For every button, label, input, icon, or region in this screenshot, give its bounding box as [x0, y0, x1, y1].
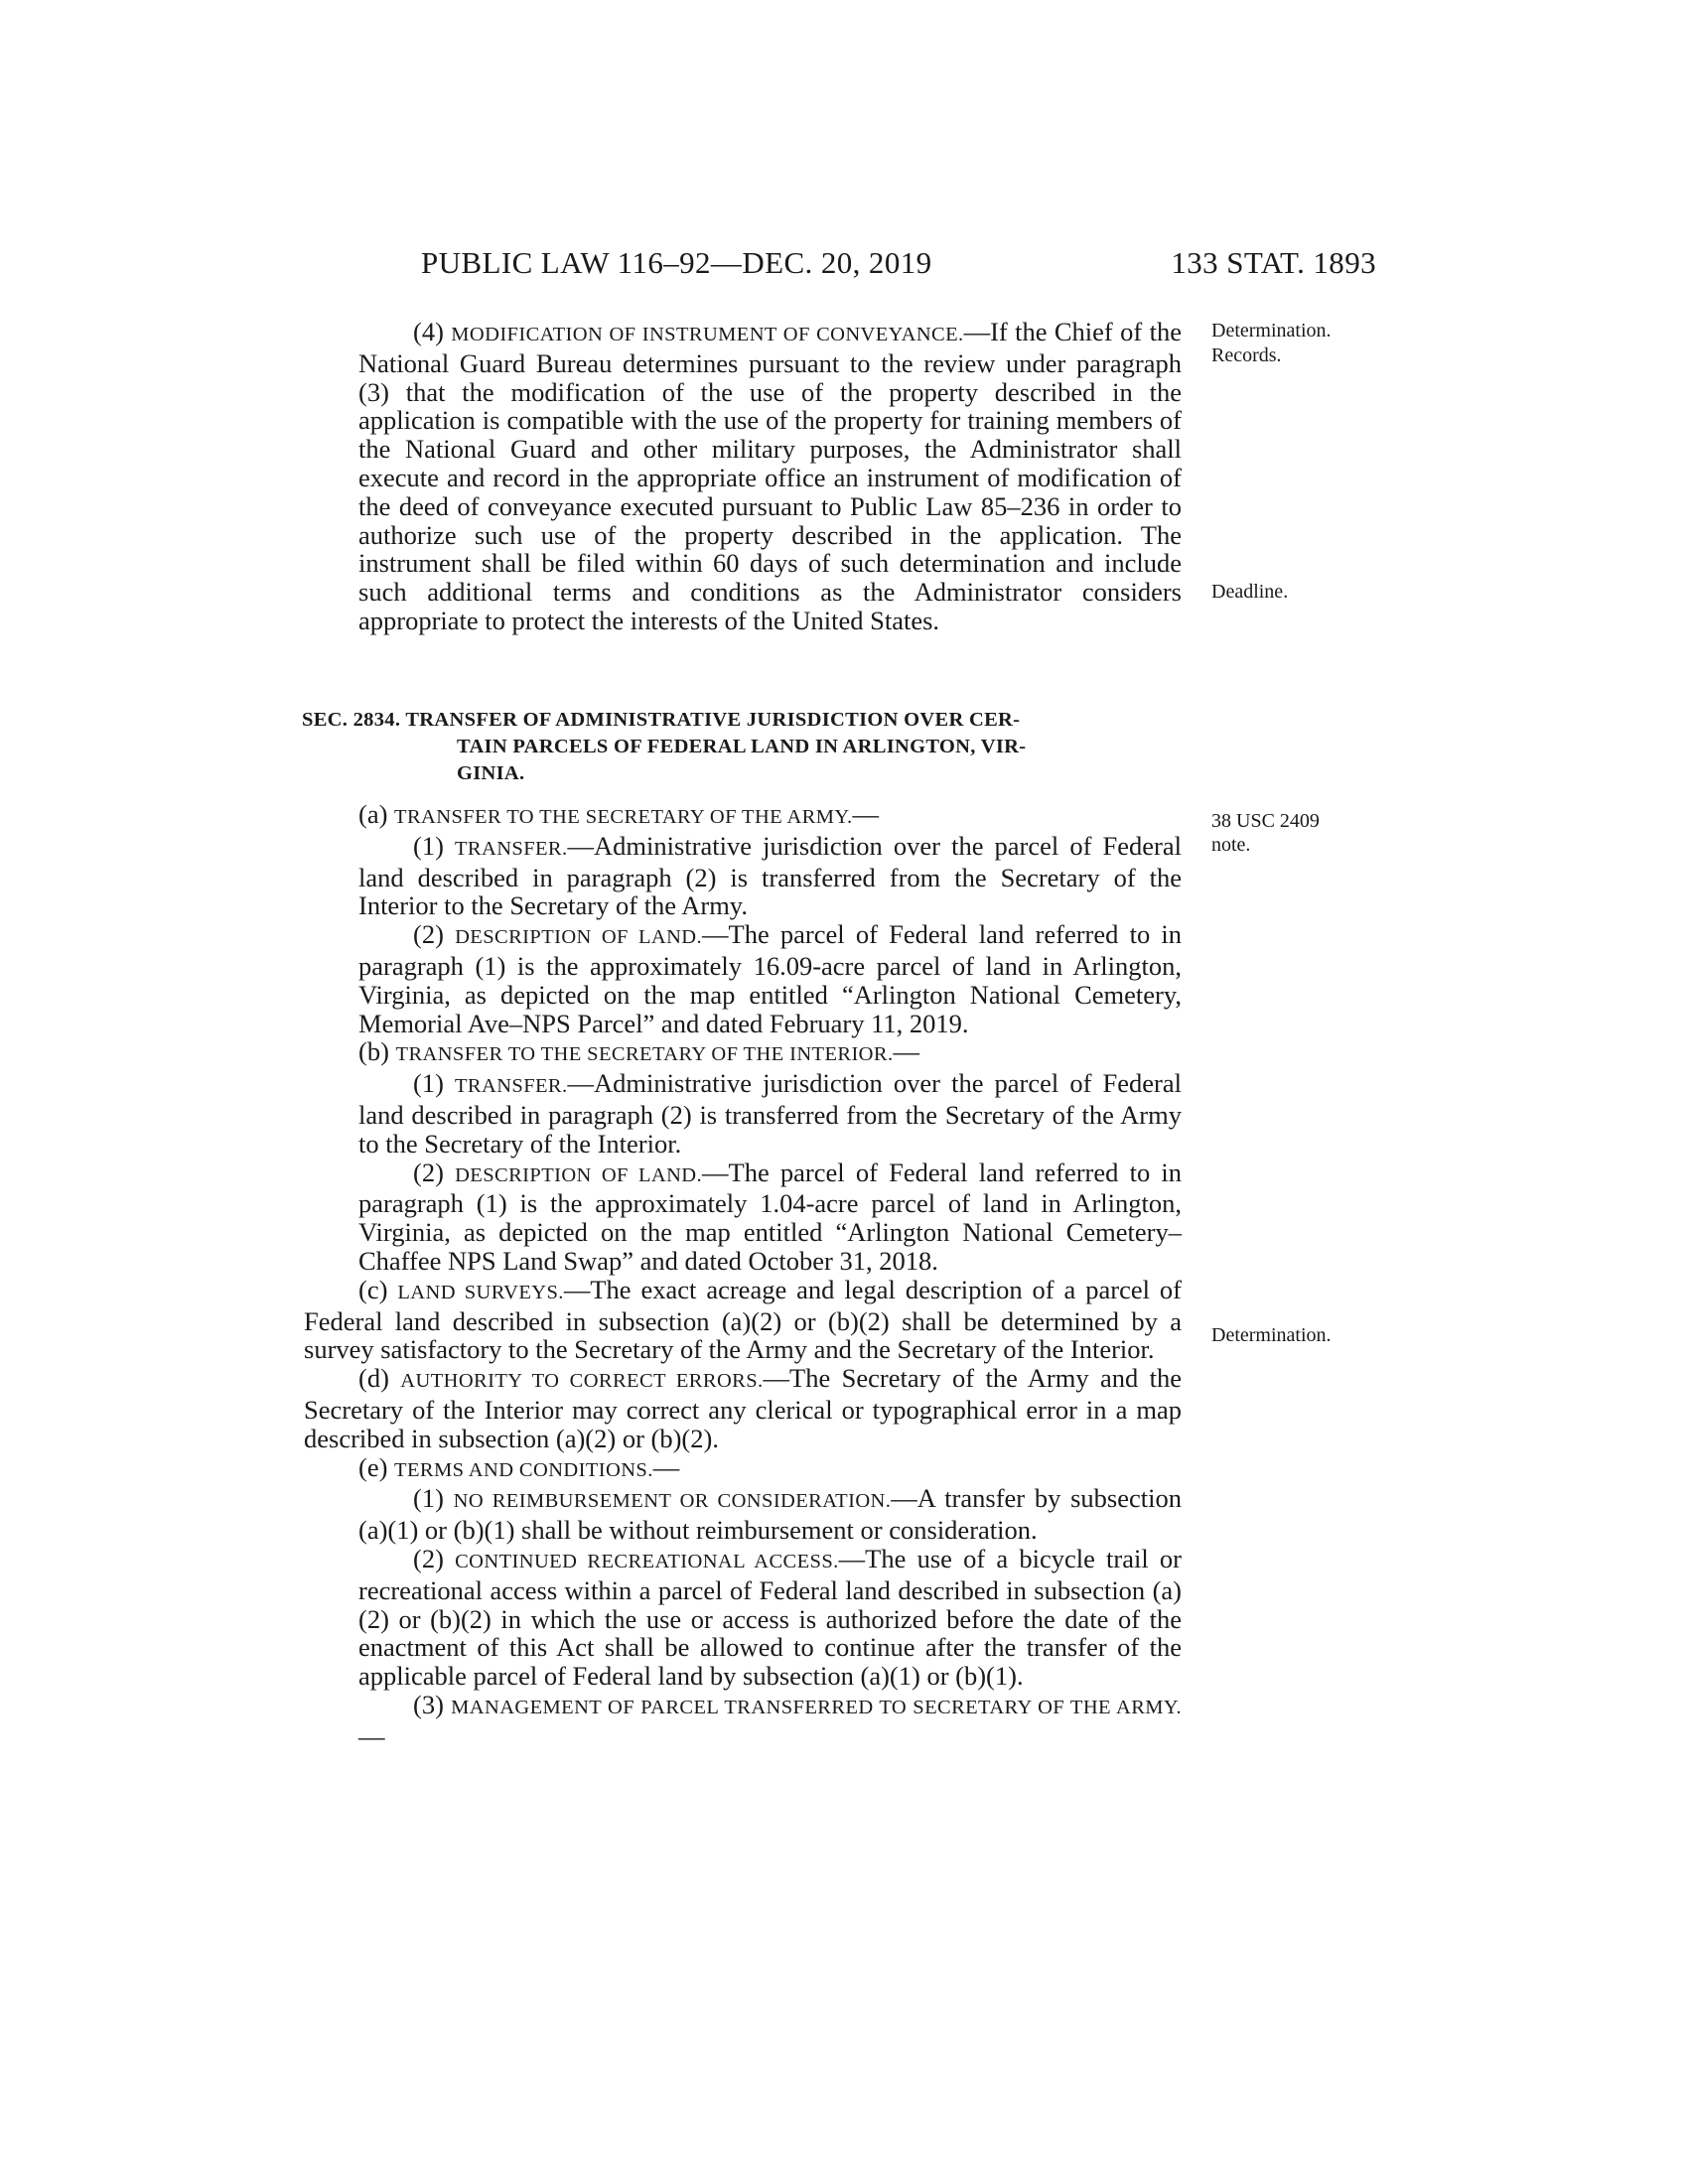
subsection-e-heading: (e) TERMS AND CONDITIONS.— — [358, 1451, 680, 1482]
subsection-a-paragraph-1: (1) TRANSFER.—Administrative jurisdiction over the parcel of Federal land described in paragraph (2) is transferred from the Secretary of the Interior to the Secretary of the Army. — [358, 830, 1182, 921]
subsection-e-paragraph-1: (1) NO REIMBURSEMENT OR CONSIDERATION.—A transfer by subsection (a)(1) or (b)(1) shall be without reimbursement or consideration. — [358, 1483, 1182, 1546]
public-law-citation: PUBLIC LAW 116–92—DEC. 20, 2019 — [421, 245, 932, 280]
subsection-e-paragraph-2: (2) CONTINUED RECREATIONAL ACCESS.—The use of a bicycle trail or recreational access within a parcel of Federal land described in subsection (a)(2) or (b)(2) in which the use or access is authorized before the date of the enactment of this Act shall be allowed to continue after the transfer of the applicable parcel of Federal land by subsection (a)(1) or (b)(1). — [358, 1543, 1182, 1692]
subsection-e-paragraph-3: (3) MANAGEMENT OF PARCEL TRANSFERRED TO SECRETARY OF THE ARMY.— — [358, 1689, 1182, 1751]
section-number: SEC. 2834. — [302, 709, 401, 731]
subsection-b-paragraph-1: (1) TRANSFER.—Administrative jurisdiction over the parcel of Federal land described in paragraph (2) is transferred from the Secretary of the Army to the Secretary of the Interior. — [358, 1068, 1182, 1159]
subsection-d: (d) AUTHORITY TO CORRECT ERRORS.—The Secretary of the Army and the Secretary of the Interior may correct any clerical or typographical error in a map described in subsection (a)(2) or (b)(2). — [304, 1363, 1182, 1453]
section-title-line-3: GINIA. — [457, 762, 525, 784]
section-title-line-2: TAIN PARCELS OF FEDERAL LAND IN ARLINGTON, VIR- — [457, 736, 1027, 757]
statutes-page-citation: 133 STAT. 1893 — [1171, 245, 1376, 280]
section-title-line-1: TRANSFER OF ADMINISTRATIVE JURISDICTION OVER CER- — [405, 709, 1021, 731]
page-header — [421, 245, 1414, 285]
margin-note-determination: Determination. — [1211, 320, 1332, 341]
subsection-b-paragraph-2: (2) DESCRIPTION OF LAND.—The parcel of Federal land referred to in paragraph (1) is the approximately 1.04-acre parcel of land in Arlington, Virginia, as depicted on the map entitled “Arlington National Cemetery–Chaffee NPS Land Swap” and dated October 31, 2018. — [358, 1157, 1182, 1276]
margin-note-records: Records. — [1211, 344, 1282, 366]
section-body — [304, 800, 1182, 1751]
margin-note-usc-citation: 38 USC 2409 — [1211, 810, 1320, 832]
subsection-c: (c) LAND SURVEYS.—The exact acreage and legal description of a parcel of Federal land described in subsection (a)(2) or (b)(2) shall be determined by a survey satisfactory to the Secretary of the Army and the Secretary of the Interior. — [304, 1274, 1182, 1365]
paragraph-4-block — [304, 318, 1182, 635]
subsection-a-paragraph-2: (2) DESCRIPTION OF LAND.—The parcel of Federal land referred to in paragraph (1) is the approximately 16.09-acre parcel of land in Arlington, Virginia, as depicted on the map entitled “Arlington National Cemetery, Memorial Ave–NPS Parcel” and dated February 11, 2019. — [358, 919, 1182, 1038]
subsection-b-heading: (b) TRANSFER TO THE SECRETARY OF THE INTERIOR.— — [358, 1036, 919, 1067]
paragraph-4: (4) MODIFICATION OF INSTRUMENT OF CONVEYANCE.—If the Chief of the National Guard Bureau determines pursuant to the review under paragraph (3) that the modification of the use of the property described in the application is compatible with the use of the property for training members of the National Guard and other military purposes, the Administrator shall execute and record in the appropriate office an instrument of modification of the deed of conveyance executed pursuant to Public Law 85–236 in order to authorize such use of the property described in the application. The instrument shall be filed within 60 days of such determination and include such additional terms and conditions as the Administrator considers appropriate to protect the interests of the United States. — [358, 317, 1182, 635]
margin-note-determination-2: Determination. — [1211, 1324, 1332, 1346]
subsection-a-heading: (a) TRANSFER TO THE SECRETARY OF THE ARMY.— — [358, 799, 879, 829]
section-heading — [302, 707, 1196, 787]
margin-note-usc-note: note. — [1211, 834, 1251, 856]
margin-note-deadline: Deadline. — [1211, 581, 1289, 603]
